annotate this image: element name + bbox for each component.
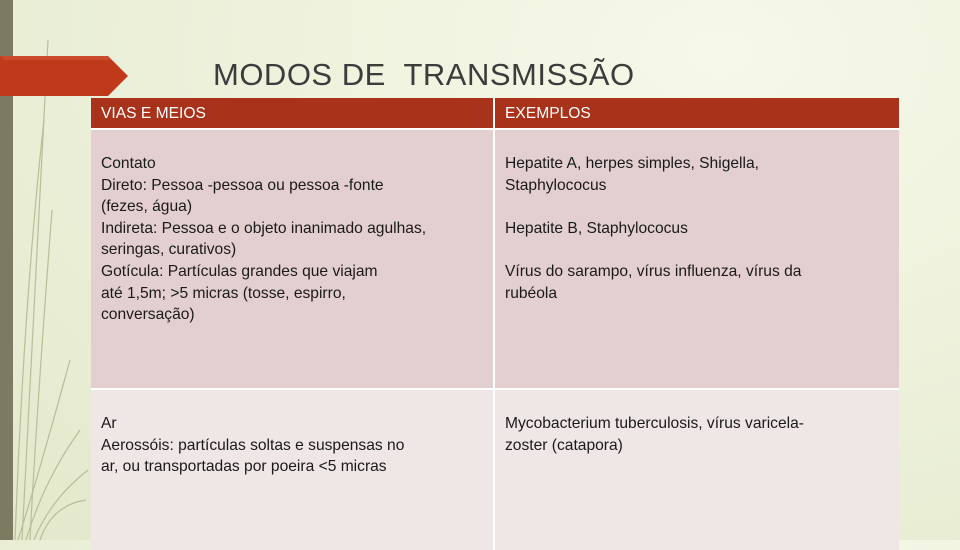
cell-line: ar, ou transportadas por poeira <5 micras <box>101 458 387 476</box>
cell-contato-vias <box>91 129 494 389</box>
cell-line: (fezes, água) <box>101 198 193 216</box>
cell-line: conversação) <box>101 306 195 324</box>
cell-line: Mycobacterium tuberculosis, vírus varicela- <box>505 415 804 432</box>
header-vias-e-meios: VIAS E MEIOS <box>91 98 494 129</box>
cell-line: Indireta: Pessoa e o objeto inanimado agulhas, <box>101 219 427 237</box>
cell-ar-vias <box>91 389 494 550</box>
cell-line: Vírus do sarampo, vírus influenza, vírus da <box>505 262 802 280</box>
cell-spacer <box>505 239 889 261</box>
cell-line: seringas, curativos) <box>101 241 237 259</box>
cell-line: Aerossóis: partículas soltas e suspensas no <box>101 436 405 454</box>
cell-line: Hepatite B, Staphylococus <box>505 219 688 237</box>
cell-line: Ar <box>101 415 117 432</box>
slide-title: MODOS DE TRANSMISSÃO <box>213 57 635 92</box>
transmission-table <box>91 98 899 550</box>
cell-contato-exemplos <box>494 129 899 389</box>
cell-line: até 1,5m; >5 micras (tosse, espirro, <box>101 284 346 302</box>
cell-line: Contato <box>101 155 156 172</box>
table-header-row <box>91 98 899 129</box>
header-exemplos: EXEMPLOS <box>494 98 899 129</box>
table-row <box>91 389 899 550</box>
cell-line: rubéola <box>505 284 558 302</box>
table-row <box>91 129 899 389</box>
cell-ar-exemplos <box>494 389 899 550</box>
cell-line: zoster (catapora) <box>505 436 623 454</box>
cell-line: Staphylococus <box>505 176 607 194</box>
cell-line: Hepatite A, herpes simples, Shigella, <box>505 155 759 172</box>
cell-line: Gotícula: Partículas grandes que viajam <box>101 262 378 280</box>
title-arrow-shape <box>0 56 128 96</box>
cell-spacer <box>505 196 889 218</box>
cell-line: Direto: Pessoa -pessoa ou pessoa -fonte <box>101 176 384 194</box>
